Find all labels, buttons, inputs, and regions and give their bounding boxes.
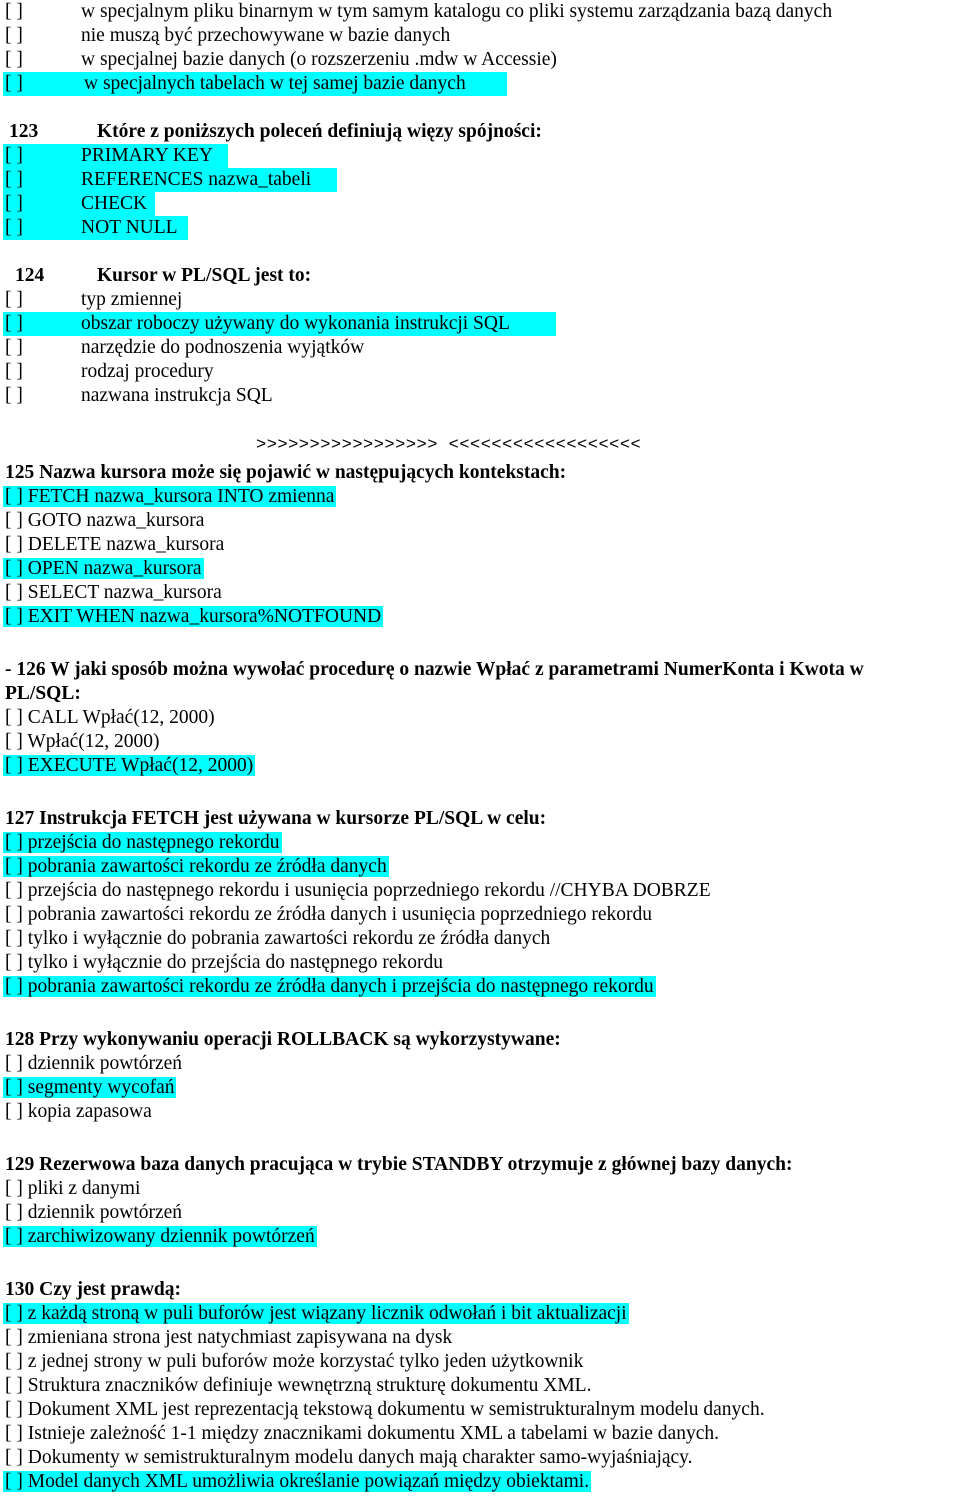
option-text[interactable]: [ ] CALL Wpłać(12, 2000): [5, 707, 215, 728]
option-text: PRIMARY KEY: [81, 145, 214, 166]
option-text: CHECK: [81, 193, 148, 214]
checkbox[interactable]: [ ]: [5, 361, 23, 382]
checkbox[interactable]: [ ]: [5, 25, 23, 46]
checkbox[interactable]: [ ]: [5, 313, 23, 334]
option-text-highlighted[interactable]: [ ] pobrania zawartości rekordu ze źródła danych i przejścia do następnego rekordu: [5, 976, 654, 997]
option-text[interactable]: [ ] tylko i wyłącznie do pobrania zawartości rekordu ze źródła danych: [5, 928, 551, 949]
option-text[interactable]: [ ] GOTO nazwa_kursora: [5, 510, 205, 531]
option-text: NOT NULL: [81, 217, 178, 238]
question-heading-cont: PL/SQL:: [5, 683, 81, 704]
option-text[interactable]: [ ] Wpłać(12, 2000): [5, 731, 160, 752]
option-text[interactable]: [ ] kopia zapasowa: [5, 1101, 152, 1122]
checkbox[interactable]: [ ]: [5, 73, 23, 94]
question-text: Kursor w PL/SQL jest to:: [97, 265, 312, 286]
option-text: nie muszą być przechowywane w bazie danych: [81, 25, 451, 46]
option-text-highlighted[interactable]: [ ] OPEN nazwa_kursora: [5, 558, 202, 579]
option-text[interactable]: [ ] Dokumenty w semistrukturalnym modelu danych mają charakter samo-wyjaśniający.: [5, 1447, 693, 1468]
option-text-highlighted[interactable]: [ ] z każdą stroną w puli buforów jest wiązany licznik odwołań i bit aktualizacji: [5, 1303, 627, 1324]
option-text: obszar roboczy używany do wykonania instrukcji SQL: [81, 313, 510, 334]
checkbox[interactable]: [ ]: [5, 337, 23, 358]
option-text-highlighted[interactable]: [ ] przejścia do następnego rekordu: [5, 832, 280, 853]
option-text: narzędzie do podnoszenia wyjątków: [81, 337, 365, 358]
option-text: rodzaj procedury: [81, 361, 214, 382]
checkbox[interactable]: [ ]: [5, 145, 23, 166]
checkbox[interactable]: [ ]: [5, 49, 23, 70]
question-number: 123: [9, 121, 39, 142]
checkbox[interactable]: [ ]: [5, 169, 23, 190]
option-text: w specjalnych tabelach w tej samej bazie danych: [84, 73, 466, 94]
option-text: REFERENCES nazwa_tabeli: [81, 169, 312, 190]
option-text: nazwana instrukcja SQL: [81, 385, 273, 406]
question-heading: 125 Nazwa kursora może się pojawić w następujących kontekstach:: [5, 462, 567, 483]
question-heading: - 126 W jaki sposób można wywołać procedurę o nazwie Wpłać z parametrami NumerKonta i Kwota w: [5, 659, 864, 680]
option-text-highlighted[interactable]: [ ] EXECUTE Wpłać(12, 2000): [5, 755, 254, 776]
option-text-highlighted[interactable]: [ ] pobrania zawartości rekordu ze źródła danych: [5, 856, 387, 877]
question-number: 124: [15, 265, 45, 286]
question-heading: 130 Czy jest prawdą:: [5, 1279, 182, 1300]
question-text: Które z poniższych poleceń definiują więzy spójności:: [97, 121, 542, 142]
checkbox[interactable]: [ ]: [5, 1, 23, 22]
checkbox[interactable]: [ ]: [5, 217, 23, 238]
checkbox[interactable]: [ ]: [5, 385, 23, 406]
option-text[interactable]: [ ] Dokument XML jest reprezentacją tekstową dokumentu w semistrukturalnym modelu danych.: [5, 1399, 765, 1420]
option-text[interactable]: [ ] dziennik powtórzeń: [5, 1202, 183, 1223]
question-heading: 128 Przy wykonywaniu operacji ROLLBACK są wykorzystywane:: [5, 1029, 561, 1050]
option-text-highlighted[interactable]: [ ] FETCH nazwa_kursora INTO zmienna: [5, 486, 335, 507]
question-heading: 127 Instrukcja FETCH jest używana w kursorze PL/SQL w celu:: [5, 808, 547, 829]
option-text-highlighted[interactable]: [ ] EXIT WHEN nazwa_kursora%NOTFOUND: [5, 606, 382, 627]
option-text-highlighted[interactable]: [ ] zarchiwizowany dziennik powtórzeń: [5, 1226, 315, 1247]
option-text[interactable]: [ ] Struktura znaczników definiuje wewnętrzną strukturę dokumentu XML.: [5, 1375, 592, 1396]
question-heading: 129 Rezerwowa baza danych pracująca w trybie STANDBY otrzymuje z głównej bazy danych:: [5, 1154, 793, 1175]
option-text-highlighted[interactable]: [ ] segmenty wycofań: [5, 1077, 175, 1098]
option-text[interactable]: [ ] przejścia do następnego rekordu i usunięcia poprzedniego rekordu //CHYBA DOBRZE: [5, 880, 711, 901]
option-text[interactable]: [ ] Istnieje zależność 1-1 między znacznikami dokumentu XML a tabelami w bazie danych.: [5, 1423, 719, 1444]
option-text-highlighted[interactable]: [ ] Model danych XML umożliwia określanie powiązań między obiektami.: [5, 1471, 590, 1492]
option-row-highlighted: [3, 72, 507, 96]
option-text: typ zmiennej: [81, 289, 183, 310]
option-text[interactable]: [ ] z jednej strony w puli buforów może korzystać tylko jeden użytkownik: [5, 1351, 584, 1372]
option-text[interactable]: [ ] dziennik powtórzeń: [5, 1053, 183, 1074]
option-text: w specjalnej bazie danych (o rozszerzeniu .mdw w Accessie): [81, 49, 557, 70]
option-text[interactable]: [ ] pliki z danymi: [5, 1178, 141, 1199]
option-text[interactable]: [ ] SELECT nazwa_kursora: [5, 582, 222, 603]
separator-line: >>>>>>>>>>>>>>>>> <<<<<<<<<<<<<<<<<<: [256, 436, 642, 455]
option-text[interactable]: [ ] tylko i wyłącznie do przejścia do następnego rekordu: [5, 952, 444, 973]
option-text[interactable]: [ ] DELETE nazwa_kursora: [5, 534, 225, 555]
option-text[interactable]: [ ] zmieniana strona jest natychmiast zapisywana na dysk: [5, 1327, 453, 1348]
option-text: w specjalnym pliku binarnym w tym samym katalogu co pliki systemu zarządzania bazą danych: [81, 1, 833, 22]
checkbox[interactable]: [ ]: [5, 289, 23, 310]
checkbox[interactable]: [ ]: [5, 193, 23, 214]
option-text[interactable]: [ ] pobrania zawartości rekordu ze źródła danych i usunięcia poprzedniego rekordu: [5, 904, 653, 925]
